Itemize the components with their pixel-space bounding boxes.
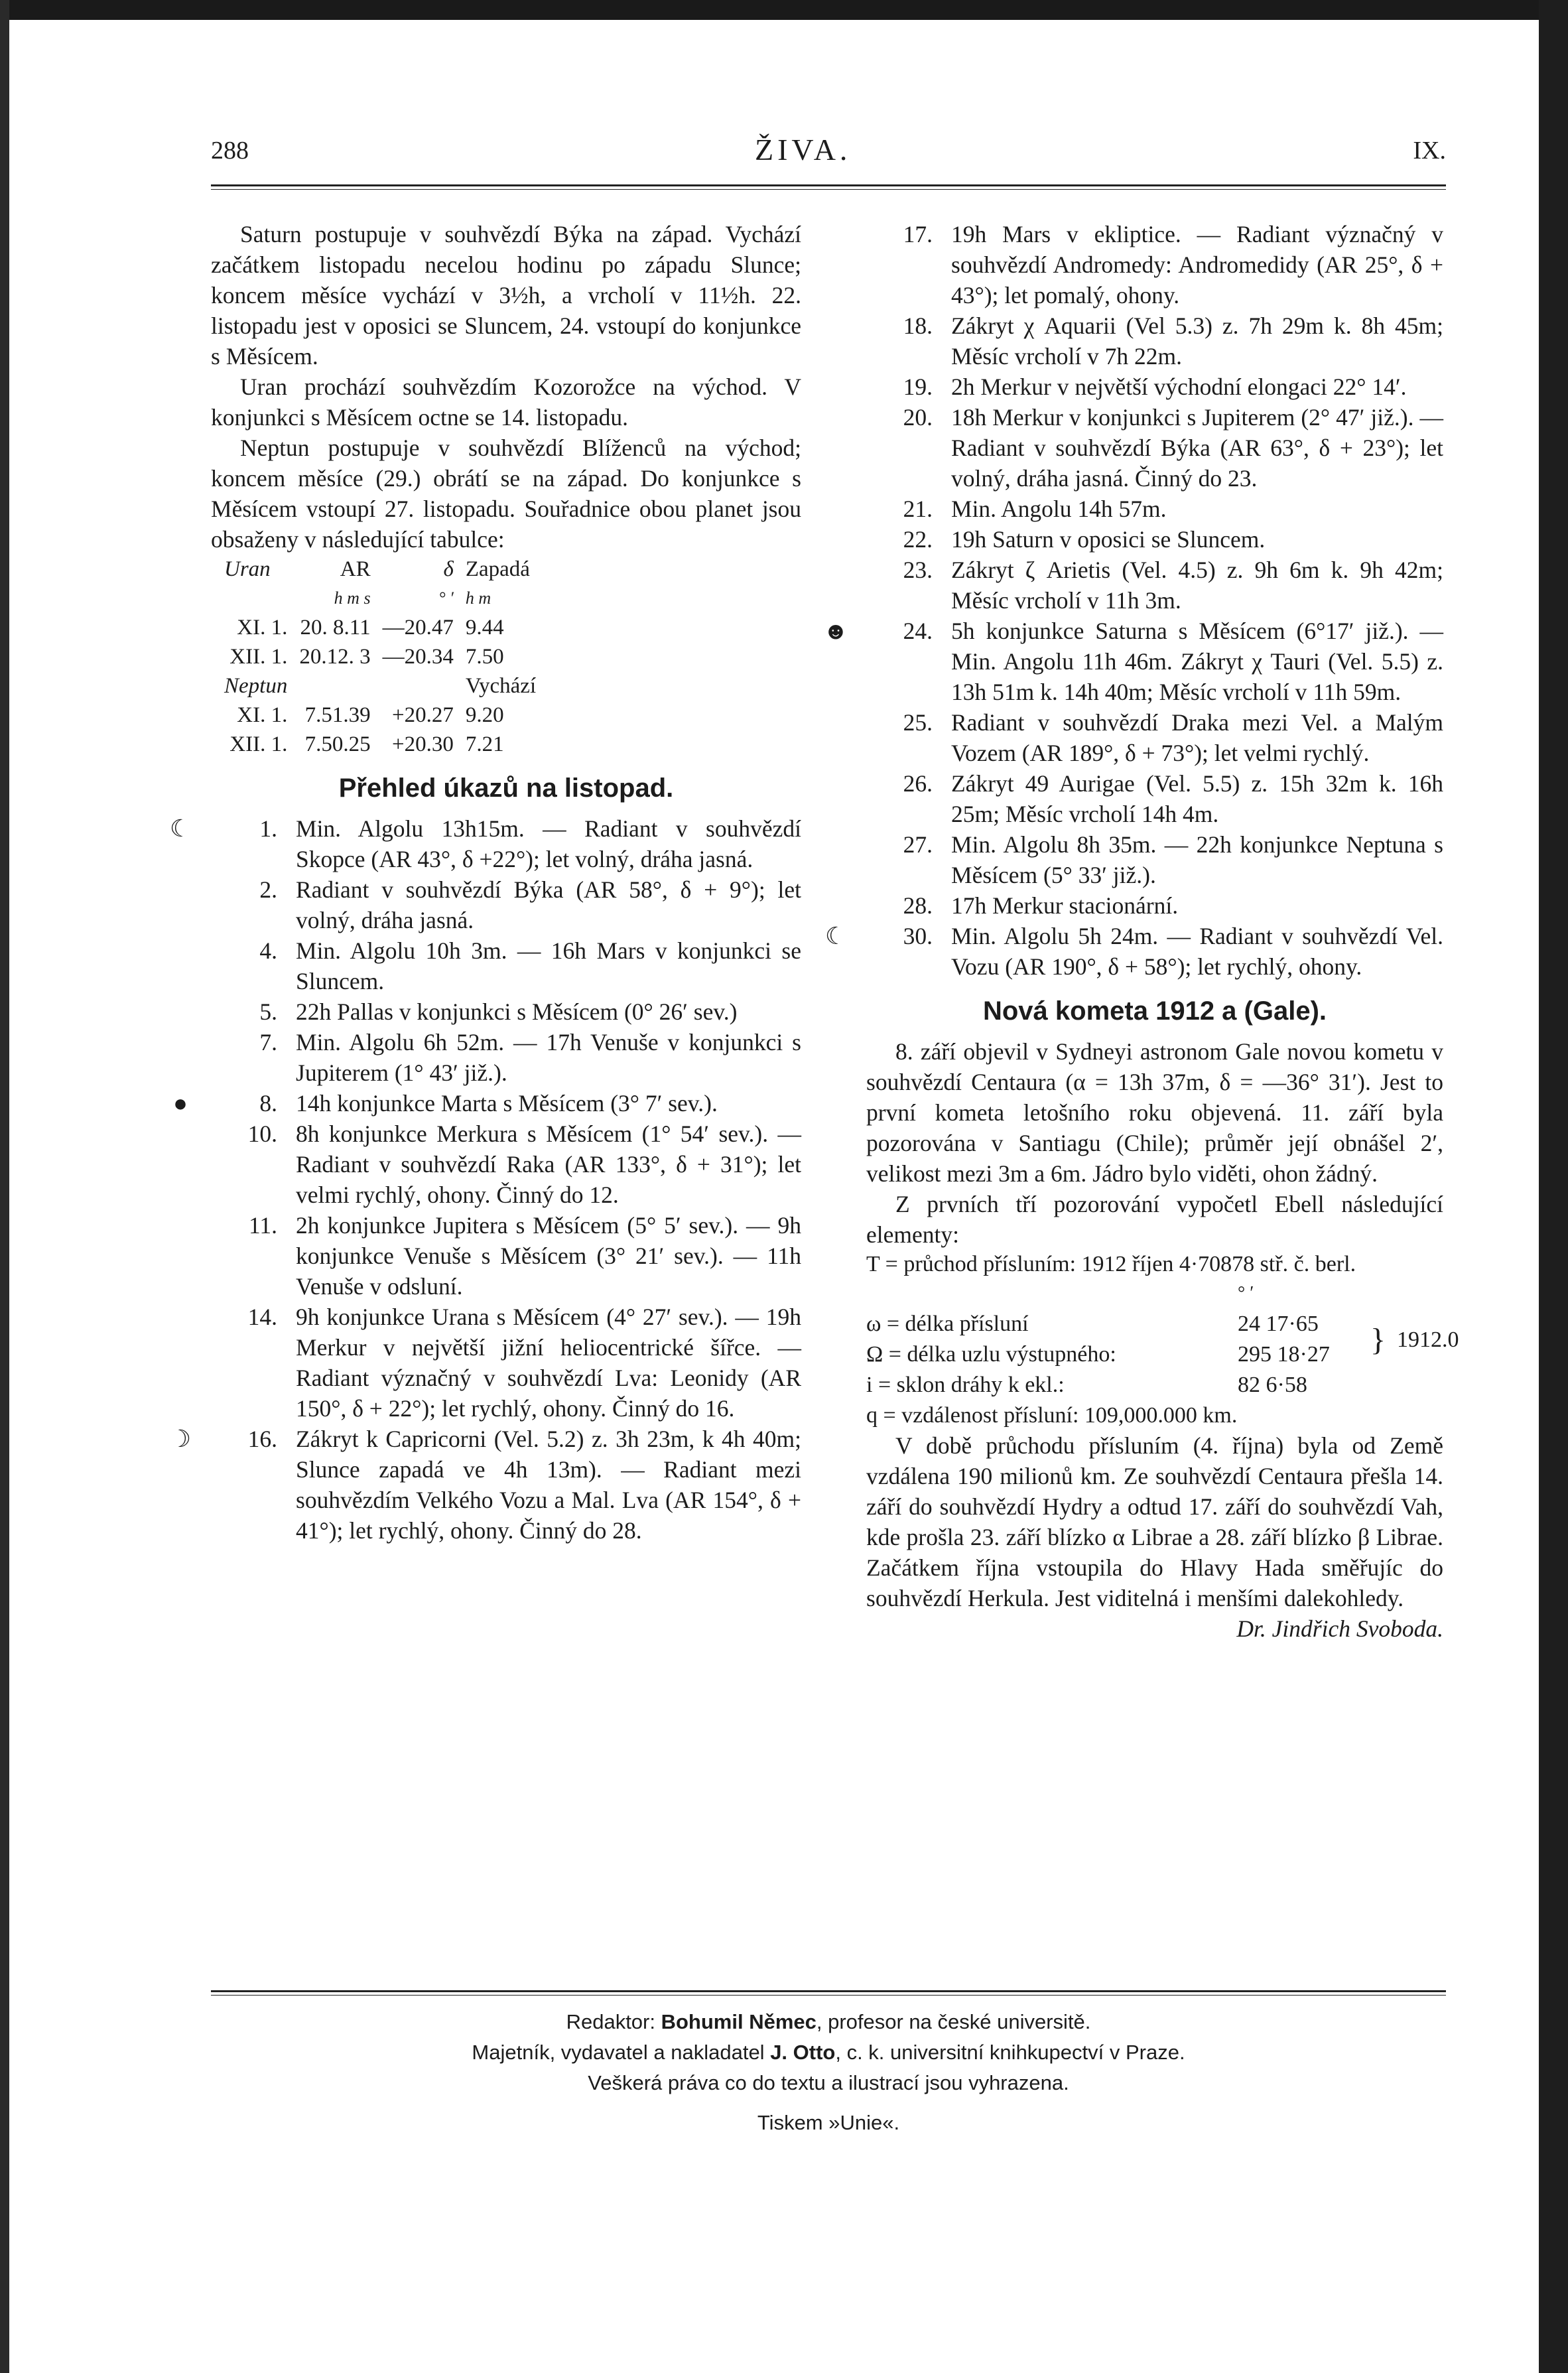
inclination-label: i = sklon dráhy k ekl.: (866, 1373, 1065, 1397)
inclination-value: 82 6·58 (1238, 1373, 1307, 1397)
scan-right-edge (1539, 0, 1568, 2373)
footer-rule-thin (211, 1995, 1446, 1996)
moon-phase-icon: ☾ (169, 815, 192, 842)
event-item: 21. Min. Angolu 14h 57m. (903, 496, 1167, 522)
page-number: 288 (211, 137, 249, 165)
event-item: 25. Radiant v souhvězdí Draka mezi Vel. a Malým Vozem (AR 189°, δ + 73°); let velmi rychlý. (903, 709, 1443, 766)
event-item: 28. 17h Merkur stacionární. (903, 892, 1179, 919)
page-header (211, 133, 1446, 176)
perihelion-time: T = průchod přísluním: 1912 říjen 4·70878 stř. č. berl. (866, 1252, 1356, 1276)
imprint-editor: Redaktor: Bohumil Němec, profesor na české universitě. (566, 2010, 1091, 2033)
section-title: Přehled úkazů na listopad. (338, 774, 674, 803)
comet-paragraph: Z prvních tří pozorování vypočetl Ebell následující elementy: (866, 1191, 1443, 1248)
comet-title: Nová kometa 1912 a (Gale). (982, 996, 1327, 1026)
event-item: 17. 19h Mars v ekliptice. — Radiant význačný v souhvězdí Andromedy: Andromedidy (AR 25°, δ + 43°); let pomalý, ohony. (903, 221, 1443, 308)
perihelion-distance: q = vzdálenost přísluní: 109,000.000 km. (866, 1403, 1238, 1428)
units-delta: ° ′ (438, 588, 454, 608)
neptun-row: XII. 1. 7.50.25 +20.30 7.21 (229, 732, 504, 756)
scan-top-edge (0, 0, 1568, 20)
col-zapada: Zapadá (465, 557, 530, 581)
event-item: 2. Radiant v souhvězdí Býka (AR 58°, δ + 9°); let volný, dráha jasná. (259, 876, 801, 933)
uran-label: Uran (224, 557, 271, 581)
new-moon-icon: ● (173, 1090, 188, 1117)
event-item: 26. Zákryt 49 Aurigae (Vel. 5.5) z. 15h 32m k. 16h 25m; Měsíc vrcholí 14h 4m. (903, 770, 1443, 827)
saturn-paragraph: Saturn postupuje v souhvězdí Býka na západ. Vychází začátkem listopadu necelou hodinu po západu Slunce; koncem měsíce vychází v 3½h, a vrcholí v 11½h. 22. listopadu jest v oposici se Sluncem, 24. vstoupí do konjunkce s Měsícem. (211, 221, 801, 370)
units-ar: h m s (334, 588, 371, 608)
event-item: 14. 9h konjunkce Urana s Měsícem (4° 27′ sev.). — 19h Merkur v největší jižní heliocentrické šířce. — Radiant význačný v souhvězdí Lva: Leonidy (AR 150°, δ + 22°); let rychlý, ohony. Činný do 16. (247, 1304, 801, 1422)
omega-value: 24 17·65 (1238, 1312, 1319, 1336)
journal-title: ŽIVA. (755, 133, 852, 167)
event-item: ● 8. 14h konjunkce Marta s Měsícem (3° 7′ sev.). (211, 1088, 801, 1119)
planet-coordinates-table (224, 555, 548, 759)
event-item: ☾ 1. Min. Algolu 13h15m. — Radiant v souhvězdí Skopce (AR 43°, δ +22°); let volný, dráha jasná. (211, 813, 801, 874)
units-time: h m (465, 588, 491, 608)
header-rule (211, 184, 1446, 186)
footer-rule (211, 1990, 1446, 1992)
node-value: 295 18·27 (1238, 1342, 1330, 1367)
event-item: 20. 18h Merkur v konjunkci s Jupiterem (2° 47′ již.). — Radiant v souhvězdí Býka (AR 63°, δ + 23°); let volný, dráha jasná. Činný do 23. (903, 404, 1443, 492)
uran-row: XI. 1. 20. 8.11 —20.47 9.44 (237, 616, 504, 640)
event-item: 4. Min. Algolu 10h 3m. — 16h Mars v konjunkci se Sluncem. (259, 937, 801, 994)
header-rule-thin (211, 189, 1446, 190)
closing-paragraph: V době průchodu přísluním (4. října) byla od Země vzdálena 190 milionů km. Ze souhvězdí Centaura přešla 14. září do souhvězdí Hydry a odtud 17. září do souhvězdí Vah, kde prošla 23. září blízko α Librae a 28. září blízko β Librae. Začátkem října vstoupila do Hlavy Hada směřujíc do souhvězdí Herkula. Jest viditelná i menšími dalekohledy. Dr. Jindřich Svoboda. (866, 1430, 1443, 1613)
event-item: 27. Min. Algolu 8h 35m. — 22h konjunkce Neptuna s Měsícem (5° 33′ již.). (903, 831, 1443, 888)
event-item: 18. Zákryt χ Aquarii (Vel 5.3) z. 7h 29m k. 8h 45m; Měsíc vrcholí v 7h 22m. (903, 312, 1443, 370)
event-item: 7. Min. Algolu 6h 52m. — 17h Venuše v konjunkci s Jupiterem (1° 43′ již.). (259, 1029, 801, 1086)
omega-label: ω = délka přísluní (866, 1312, 1029, 1336)
event-item: ☾ 30. Min. Algolu 5h 24m. — Radiant v souhvězdí Vel. Vozu (AR 190°, δ + 58°); let rychlý, ohony. (866, 921, 1443, 982)
volume-number: IX. (1413, 137, 1446, 165)
elements-epoch: 1912.0 (1397, 1327, 1459, 1352)
left-column (169, 219, 801, 1546)
event-item: 11. 2h konjunkce Jupitera s Měsícem (5° 5′ sev.). — 9h konjunkce Venuše s Měsícem (3° 21′ sev.). — 11h Venuše v odsluní. (248, 1212, 801, 1300)
event-item: 23. Zákryt ζ Arietis (Vel. 4.5) z. 9h 6m k. 9h 42m; Měsíc vrcholí v 11h 3m. (903, 557, 1443, 614)
node-label: Ω = délka uzlu výstupného: (866, 1342, 1116, 1367)
neptun-label: Neptun (224, 674, 288, 698)
signature: Dr. Jindřich Svoboda. (1236, 1615, 1443, 1642)
col-delta: δ (443, 557, 454, 581)
imprint (211, 2007, 1446, 2138)
event-item: ☽ 16. Zákryt k Capricorni (Vel. 5.2) z. 3h 23m, k 4h 40m; Slunce zapadá ve 4h 13m). — Radiant mezi souhvězdím Velkého Vozu a Mal. Lva (AR 154°, δ + 41°); let rychlý, ohony. Činný do 28. (211, 1424, 801, 1546)
right-column (823, 219, 1459, 1644)
event-item: 10. 8h konjunkce Merkura s Měsícem (1° 54′ sev.). — Radiant v souhvězdí Raka (AR 133°, δ + 31°); let velmi rychlý, ohony. Činný do 12. (247, 1120, 801, 1208)
col-vychazi: Vychází (465, 674, 537, 698)
event-item: 19. 2h Merkur v největší východní elongaci 22° 14′. (903, 373, 1407, 400)
scan-left-edge (0, 0, 9, 2373)
events-list-left (169, 813, 801, 1546)
elements-units: ° ′ (1238, 1283, 1254, 1304)
elements-brace: } (1370, 1322, 1386, 1357)
event-item: 22. 19h Saturn v oposici se Sluncem. (903, 526, 1266, 553)
neptun-row: XI. 1. 7.51.39 +20.27 9.20 (237, 703, 504, 727)
comet-paragraph: 8. září objevil v Sydneyi astronom Gale novou kometu v souhvězdí Centaura (α = 13h 37m, δ = —36° 31′). Jest to první kometa letošního roku objevená. 11. září byla pozorována v Santiagu (Chile); průměr její obnášel 2′, velikost mezi 3m a 6m. Jádro bylo viděti, ohon žádný. (866, 1038, 1443, 1187)
events-list-right (823, 219, 1443, 982)
event-item: ☻ 24. 5h konjunkce Saturna s Měsícem (6°17′ již.). — Min. Angolu 11h 46m. Zákryt χ Tauri (Vel. 5.5) z. 13h 51m k. 14h 40m; Měsíc vrcholí v 11h 59m. (866, 616, 1443, 707)
uran-row: XII. 1. 20.12. 3 —20.34 7.50 (229, 645, 504, 669)
uran-paragraph: Uran prochází souhvězdím Kozorožce na východ. V konjunkci s Měsícem octne se 14. listopadu. (211, 373, 801, 431)
imprint-rights: Veškerá práva co do textu a ilustrací jsou vyhrazena. (588, 2071, 1069, 2094)
col-ar: AR (340, 557, 371, 581)
orbital-elements (866, 1250, 1459, 1430)
neptun-paragraph: Neptun postupuje v souhvězdí Blíženců na východ; koncem měsíce (29.) obrátí se na západ. Do konjunkce s Měsícem vstoupí 27. listopadu. Souřadnice obou planet jsou obsaženy v následující tabulce: (211, 435, 801, 553)
full-moon-icon: ☻ (823, 618, 848, 644)
last-quarter-icon: ☾ (824, 923, 847, 949)
imprint-printer: Tiskem »Unie«. (757, 2111, 900, 2134)
first-quarter-icon: ☽ (169, 1426, 192, 1452)
event-item: 5. 22h Pallas v konjunkci s Měsícem (0° 26′ sev.) (259, 998, 738, 1025)
imprint-publisher: Majetník, vydavatel a nakladatel J. Otto, c. k. universitní knihkupectví v Praze. (472, 2041, 1185, 2064)
